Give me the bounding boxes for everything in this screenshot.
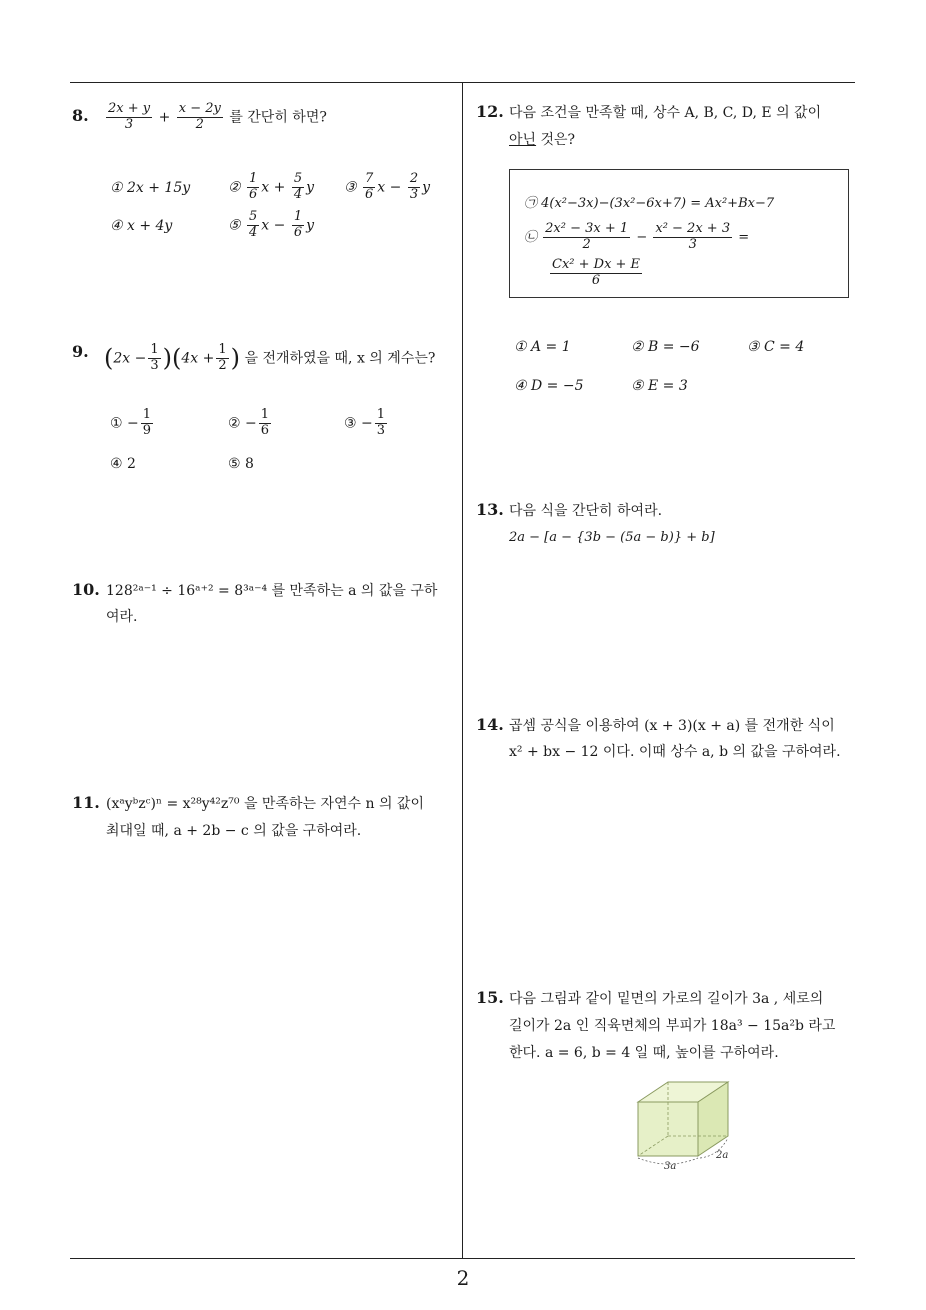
q12-option-1[interactable]: ① A = 1 (514, 339, 571, 355)
q12-option-4[interactable]: ④ D = −5 (514, 378, 584, 394)
emphasis-not: 아닌 (509, 132, 537, 148)
question-10-line-2: 여라. (106, 609, 138, 625)
q12-option-2[interactable]: ② B = −6 (631, 339, 700, 355)
question-15-line-1: 다음 그림과 같이 밑면의 가로의 길이가 3a , 세로의 (509, 991, 824, 1007)
question-12-line-1: 다음 조건을 만족할 때, 상수 A, B, C, D, E 의 값이 (509, 105, 822, 121)
question-8-number: 8. (72, 106, 89, 125)
q9-option-4[interactable]: ④ 2 (110, 456, 136, 472)
question-12-number: 12. (476, 102, 504, 121)
question-10-number: 10. (72, 580, 100, 599)
question-9-stem: (2x − $\frac{1}{3}$ )(4x + $\frac{1}{2}$ ) 을 전개하였을 때, x 의 계수는? (104, 341, 436, 373)
q9-option-2[interactable]: ② − $\frac{1}{6}$ (228, 407, 270, 438)
question-11-line-1: (xᵃyᵇzᶜ)ⁿ = x²⁸y⁴²z⁷⁰ 을 만족하는 자연수 n 의 값이 (106, 796, 424, 812)
fraction: $\frac{2x + y}{3}$ (108, 101, 151, 132)
question-13-expression: 2a − [a − {3b − (5a − b)} + b] (509, 530, 715, 545)
question-13-number: 13. (476, 500, 504, 519)
cuboid-width-label: 3a (664, 1161, 677, 1172)
question-12-line-2: 아닌 것은? (509, 132, 576, 148)
cuboid-depth-label: 2a (716, 1150, 729, 1161)
question-15-line-2: 길이가 2a 인 직육면체의 부피가 18a³ − 15a²b 라고 (509, 1018, 836, 1034)
condition-2: ㉡ $\frac{\text{2x² − 3x + 1}}{2}$ − $\frac{\text{x² − 2x + 3}}{3}$ = (524, 221, 750, 252)
question-15-line-3: 한다. a = 6, b = 4 일 때, 높이를 구하여라. (509, 1045, 779, 1061)
q9-option-3[interactable]: ③ − $\frac{1}{3}$ (344, 407, 386, 438)
question-15-number: 15. (476, 988, 504, 1007)
question-11-line-2: 최대일 때, a + 2b − c 의 값을 구하여라. (106, 823, 362, 839)
q8-option-1[interactable]: ① 2x + 15y (110, 180, 191, 196)
fraction: $\frac{x - 2y}{2}$ (178, 101, 221, 132)
bottom-rule (70, 1258, 855, 1259)
question-10-line-1: 128²ᵃ⁻¹ ÷ 16ᵃ⁺² = 8³ᵃ⁻⁴ 를 만족하는 a 의 값을 구하 (106, 583, 438, 599)
column-divider (462, 82, 463, 1258)
question-11-number: 11. (72, 793, 100, 812)
question-13-line-1: 다음 식을 간단히 하여라. (509, 503, 663, 519)
q12-option-3[interactable]: ③ C = 4 (747, 339, 805, 355)
question-14-line-1: 곱셈 공식을 이용하여 (x + 3)(x + a) 를 전개한 식이 (509, 718, 835, 734)
question-14-line-2: x² + bx − 12 이다. 이때 상수 a, b 의 값을 구하여라. (509, 744, 841, 760)
question-14-number: 14. (476, 715, 504, 734)
condition-1: ㉠ 4(x²−3x)−(3x²−6x+7) = Ax²+Bx−7 (524, 196, 775, 211)
q12-option-5[interactable]: ⑤ E = 3 (631, 378, 688, 394)
page-number: 2 (456, 1266, 470, 1290)
question-8-stem: $\frac{2x + y}{3}$ + $\frac{x - 2y}{2}$ 를 간단히 하면? (108, 101, 327, 132)
q8-option-3[interactable]: ③ $\frac{7}{6}$ x − $\frac{2}{3}$ y (344, 171, 431, 202)
condition-2-rhs: $\frac{\text{Cx² + Dx + E}}{6}$ (552, 257, 641, 288)
q8-option-5[interactable]: ⑤ $\frac{5}{4}$ x − $\frac{1}{6}$ y (228, 209, 315, 240)
q8-option-2[interactable]: ② $\frac{1}{6}$ x + $\frac{5}{4}$ y (228, 171, 315, 202)
question-9-number: 9. (72, 342, 89, 361)
q9-option-5[interactable]: ⑤ 8 (228, 456, 254, 472)
q8-option-4[interactable]: ④ x + 4y (110, 218, 173, 234)
q9-option-1[interactable]: ① − $\frac{1}{9}$ (110, 407, 152, 438)
cuboid-figure (628, 1078, 768, 1178)
